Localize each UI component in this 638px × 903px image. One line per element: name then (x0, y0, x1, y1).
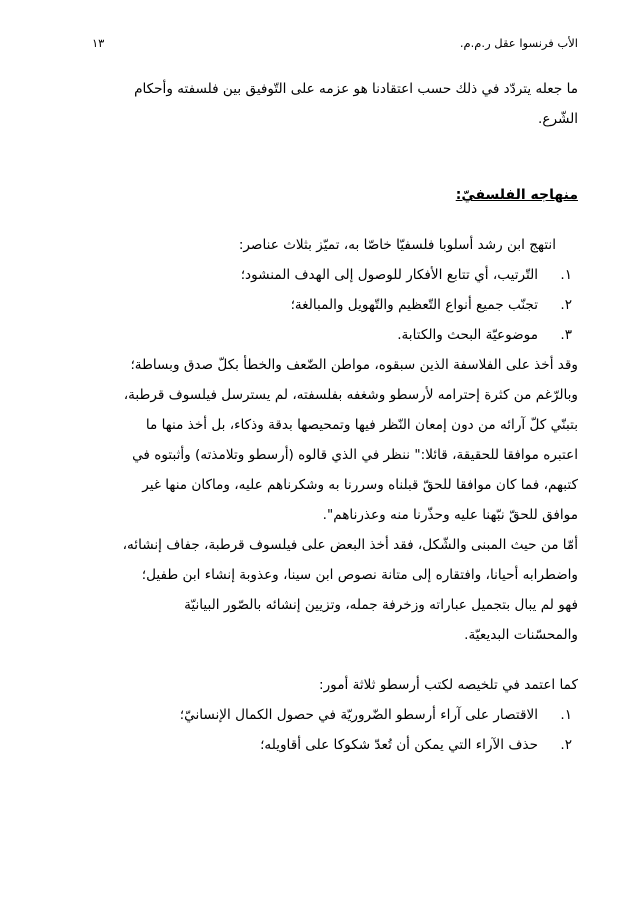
criteria-list (86, 260, 578, 350)
list-item (86, 320, 572, 350)
page-header (92, 36, 578, 54)
body-line: اعتبره موافقا للحقيقة، قائلا:" ننظر في الذي قالوه (أرسطو وتلامذته) وأثبتوه في (132, 447, 578, 463)
body-line: موافق للحقّ نبّهنا عليه وحذّرنا منه وعذرناهم". (322, 507, 578, 523)
list-item (86, 260, 572, 290)
list-item-number: ١. (560, 707, 572, 723)
list-item (86, 290, 572, 320)
second-lead: كما اعتمد في تلخيصه لكتب أرسطو ثلاثة أمور: (319, 677, 578, 693)
section-heading: منهاجه الفلسفيّ: (455, 187, 578, 203)
list-item-number: ٢. (560, 297, 572, 313)
body-line: وبالرّغم من كثرة إحترامه لأرسطو وشغفه بفلسفته، لم يسترسل فيلسوف قرطبة، (123, 387, 578, 403)
intro-line-1: ما جعله يتردّد في ذلك حسب اعتقادنا هو عزمه على التّوفيق بين فلسفته وأحكام (134, 81, 578, 97)
body-line: واضطرابه أحيانا، وافتقاره إلى متانة نصوص ابن سينا، وعذوبة إنشاء ابن طفيل؛ (141, 567, 578, 583)
list-item-text: موضوعيّة البحث والكتابة. (397, 327, 538, 343)
body-line: كتبهم، فما كان موافقا للحقّ قبلناه وسررنا به وشكرناهم عليه، وماكان منها غير (142, 477, 578, 493)
list-item-text: الاقتصار على آراء أرسطو الضّروريّة في حصول الكمال الإنسانيّ؛ (179, 707, 538, 723)
section-lead: انتهج ابن رشد أسلوبا فلسفيّا خاصّا به، تميّز بثلاث عناصر: (238, 237, 556, 253)
author-name: الأب فرنسوا عقل ر.م.م. (459, 36, 578, 50)
body-paragraph (86, 350, 578, 650)
page-number: ١٣ (92, 36, 105, 50)
list-item (86, 700, 572, 730)
body-line: أمّا من حيث المبنى والشّكل، فقد أخذ البعض على فيلسوف قرطبة، جفاف إنشائه، (122, 537, 578, 553)
list-item-number: ٢. (560, 737, 572, 753)
list-item-number: ٣. (560, 327, 572, 343)
spacer (86, 650, 578, 670)
intro-line-2: الشّرع. (538, 111, 578, 127)
list-item-text: تجنّب جميع أنواع التّعظيم والتّهويل والمبالغة؛ (290, 297, 538, 313)
body-line: وقد أخذ على الفلاسفة الذين سبقوه، مواطن الضّعف والخطأ بكلّ صدق وبساطة؛ (130, 357, 578, 373)
body-line: بتبنّي كلّ آرائه من دون إمعان النّظر فيها وتمحيصها بدقة وذكاء، بل أخذ منها ما (145, 417, 578, 433)
body-line: والمحسّنات البديعيّة. (464, 627, 578, 643)
list-item-number: ١. (560, 267, 572, 283)
list-item-text: التّرتيب، أي تتابع الأفكار للوصول إلى الهدف المنشود؛ (240, 267, 538, 283)
body-line: فهو لم يبال بتجميل عباراته وزخرفة جمله، وتزيين إنشائه بالصّور البيانيّة (184, 597, 578, 613)
list-item-text: حذف الآراء التي يمكن أن تُعدّ شكوكا على أقاويله؛ (260, 737, 538, 753)
page-content (86, 74, 578, 760)
list-item (86, 730, 572, 760)
summary-list (86, 700, 578, 760)
